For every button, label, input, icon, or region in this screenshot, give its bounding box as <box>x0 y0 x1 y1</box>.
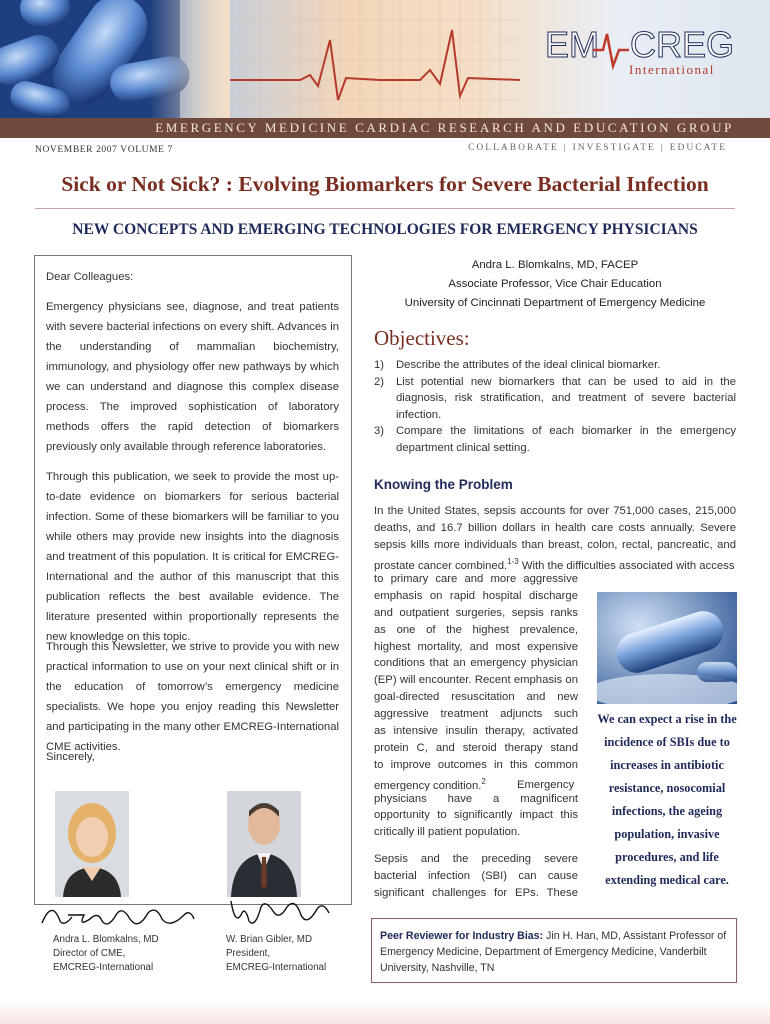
citation: 1-3 <box>507 556 519 566</box>
author-affiliation: University of Cincinnati Department of Emergency Medicine <box>404 297 706 309</box>
section-heading-knowing-the-problem: Knowing the Problem <box>374 477 513 492</box>
editor-letter-box <box>34 255 352 905</box>
objective-number: 3) <box>374 425 385 438</box>
text-line: conditions that an emergency physician <box>374 657 578 670</box>
pull-quote: We can expect a rise in the incidence of SBIs due to increases in antibiotic resistance, nosocomial infections, the ageing population, invasive procedures, and life extending medical care. <box>597 712 737 887</box>
bacteria-illustration <box>597 592 737 704</box>
tagline-word: EDUCATE <box>669 143 727 153</box>
text-fragment: Emergency <box>513 779 575 791</box>
intro-text: In the United States, sepsis accounts for over 751,000 cases, 215,000 deaths, and 16.7 billion dollars in health care costs annually. Severe sepsis kills more individuals than breast, colon, rectal, pancreatic, and prostate cancer combined. <box>374 505 736 572</box>
signer-credit <box>53 933 159 975</box>
peer-reviewer-label: Peer Reviewer for Industry Bias: <box>380 930 544 942</box>
logo-international: International <box>629 62 715 77</box>
tagline-word: INVESTIGATE <box>572 143 656 153</box>
signer-role: President, <box>226 948 271 959</box>
text-line: opportunity to significantly impact this <box>374 809 578 822</box>
objective-text: Describe the attributes of the ideal clinical biomarker. <box>396 359 661 371</box>
objective-item <box>374 357 736 374</box>
text-line: and outpatient surgeries, sepsis ranks <box>374 606 578 619</box>
text-line: to improve outcomes in this common <box>374 758 578 771</box>
text-line: significant challenges for EPs. These <box>374 886 578 899</box>
tagline: COLLABORATE | INVESTIGATE | EDUCATE <box>463 143 732 153</box>
peer-reviewer-box <box>371 918 737 983</box>
objective-item <box>374 423 736 456</box>
objective-text: Compare the limitations of each biomarker in the emergency department clinical setting. <box>396 425 736 454</box>
objectives-heading: Objectives: <box>374 326 470 350</box>
objective-number: 2) <box>374 375 385 388</box>
letter-closing: Sincerely, <box>46 751 95 763</box>
title-divider <box>35 208 735 209</box>
citation: 2 <box>481 776 486 786</box>
author-name: Andra L. Blomkalns, MD, FACEP <box>471 259 639 271</box>
author-title: Associate Professor, Vice Chair Education <box>448 278 662 290</box>
author-byline <box>375 256 735 313</box>
signer-role: Director of CME, <box>53 948 126 959</box>
text-line: emphasis on rapid hospital discharge <box>374 589 578 602</box>
organization-band: EMERGENCY MEDICINE CARDIAC RESEARCH AND EDUCATION GROUP <box>0 118 770 138</box>
knowing-paragraph-sepsis <box>374 851 578 902</box>
text-line: Sepsis and the preceding severe <box>374 853 578 865</box>
signer-org: EMCREG-International <box>226 962 327 973</box>
page-footer-gradient <box>0 1000 770 1024</box>
intro-tail: With the difficulties associated with access <box>518 559 735 572</box>
peer-reviewer-text: Jin H. Han, MD, Assistant Professor of Emergency Medicine, Department of Emergency Medicine, Vanderbilt University, Nashville, TN <box>380 930 727 974</box>
text-line: as one of the highest prevalence, <box>374 623 578 636</box>
knowing-paragraph-intro <box>374 503 736 574</box>
masthead-banner <box>0 0 770 118</box>
text-line: (EP) will encounter. Recent emphasis on <box>374 674 578 687</box>
objective-item <box>374 374 736 424</box>
signer-credit <box>226 933 326 975</box>
objective-number: 1) <box>374 359 385 371</box>
text-line: protein C, and steroid therapy stand <box>374 741 578 754</box>
signer-name: Andra L. Blomkalns, MD <box>53 934 159 945</box>
author-photo-gibler <box>227 791 301 897</box>
objectives-list <box>374 357 736 457</box>
text-line: physicians have a magnificent <box>374 792 578 805</box>
page-title: Sick or Not Sick? : Evolving Biomarkers for Severe Bacterial Infection <box>61 172 709 196</box>
knowing-paragraph-wrapped <box>374 571 578 841</box>
letter-paragraph: Emergency physicians see, diagnose, and treat patients with severe bacterial infections on every shift. Advances in the understanding of mammalian biochemistry, immunology, and physiology offer new pathways by which we can understand and diagnose this complex disease process. The improved sophistication of laboratory methods offers the rapid detection of biomarkers previously only available through reference laboratories. <box>46 301 339 453</box>
text-line: highest mortality, and most expensive <box>374 640 578 653</box>
text-line: critically ill patient population. <box>374 826 521 839</box>
text-line: as intensive insulin therapy, activated <box>374 725 578 738</box>
page-subtitle: NEW CONCEPTS AND EMERGING TECHNOLOGIES FOR EMERGENCY PHYSICIANS <box>72 221 698 238</box>
logo-em: EM <box>545 24 599 65</box>
objective-text: List potential new biomarkers that can be used to aid in the diagnosis, risk stratification, and treatment of severe bacterial infection. <box>396 375 736 421</box>
letter-paragraph: Through this publication, we seek to provide the most up-to-date evidence on biomarkers for serious bacterial infection. Some of these biomarkers will be familiar to you while others may provide new insights into the diagnosis and treatment of this population. It is critical for EMCREG-International and the author of this manuscript that this publication reflects the best available evidence. The literature presented within proportionally represents the new knowledge on this topic. <box>46 471 339 643</box>
emcreg-logo <box>545 24 745 84</box>
text-line: to primary care and more aggressive <box>374 573 578 585</box>
author-photo-blomkalns <box>55 791 129 897</box>
issue-date: NOVEMBER 2007 VOLUME 7 <box>35 145 173 155</box>
text-line <box>374 774 578 791</box>
letter-salutation: Dear Colleagues: <box>46 271 134 283</box>
text-line: aggressive treatment adjuncts such <box>374 708 578 721</box>
text-line: goal-directed resuscitation and new <box>374 691 578 704</box>
letter-paragraph: Through this Newsletter, we strive to provide you with new practical information to use on your next clinical shift or in the education of tomorrow’s emergency medicine specialists. We hope you enjoy reading this Newsletter and participating in the many other EMCREG-International CME activities. <box>46 641 339 753</box>
text-line: bacterial infection (SBI) can cause <box>374 869 578 882</box>
text-fragment: emergency condition. <box>374 779 482 791</box>
logo-creg: CREG <box>630 24 735 65</box>
signer-org: EMCREG-International <box>53 962 154 973</box>
signer-name: W. Brian Gibler, MD <box>226 934 313 945</box>
tagline-word: COLLABORATE <box>468 143 559 153</box>
